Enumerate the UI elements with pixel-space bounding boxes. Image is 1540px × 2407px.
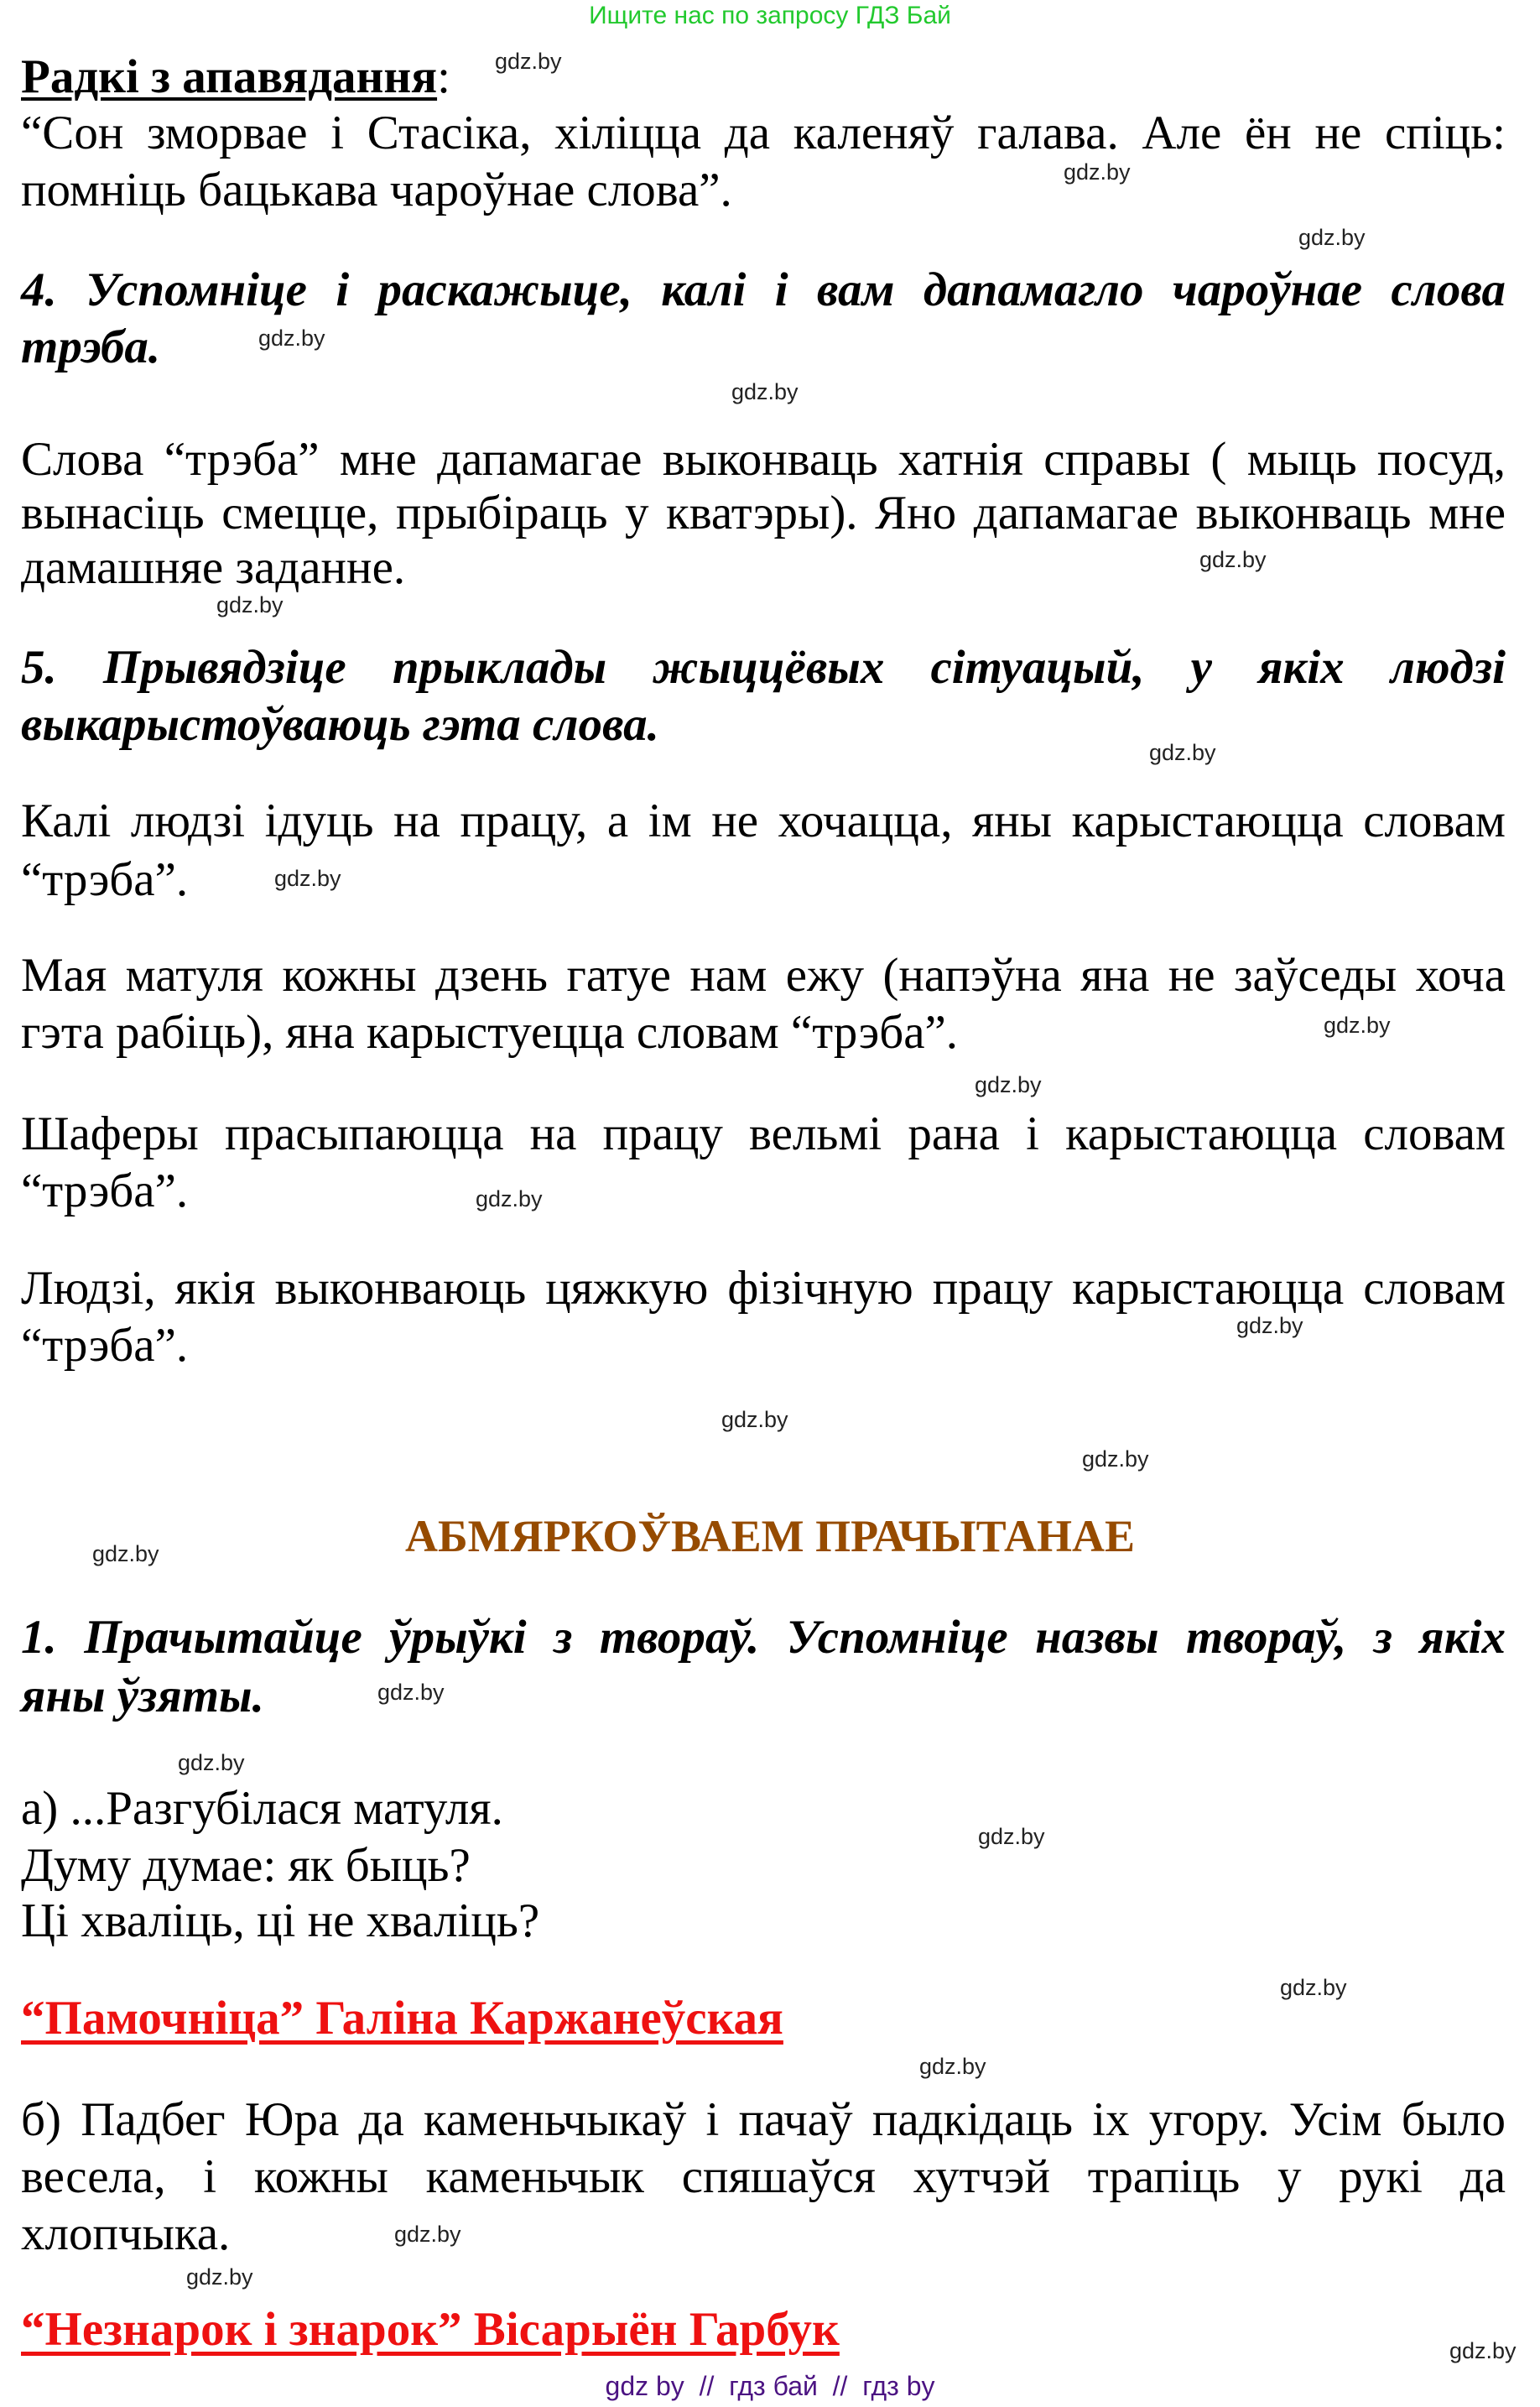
task5-answer-1-line-1: Калі людзі ідуць на працу, а ім не хочацца, яны карыстаюцца словам bbox=[21, 795, 1506, 847]
watermark: gdz.by bbox=[274, 866, 341, 891]
task5-answer-4-line-2: “трэба”. bbox=[21, 1319, 189, 1372]
work-a-title: “Памочніца” Галіна Каржанеўская bbox=[21, 1992, 783, 2045]
task5-answer-3-line-1: Шаферы прасыпаюцца на працу вельмі рана і карыстаюцца словам bbox=[21, 1107, 1506, 1160]
watermark: gdz.by bbox=[919, 2054, 986, 2079]
quote-label: Радкі з апавядання bbox=[21, 50, 438, 103]
watermark: gdz.by bbox=[377, 1680, 445, 1705]
footer-links: gdz by // гдз бай // гдз by bbox=[605, 2371, 935, 2401]
task1-question-1: 1. Прачытайце ўрыўкі з твораў. Успомніце назвы твораў, з якіх bbox=[21, 1611, 1506, 1664]
watermark: gdz.by bbox=[258, 326, 325, 351]
quote-label-suffix: : bbox=[437, 50, 450, 103]
watermark: gdz.by bbox=[1324, 1013, 1391, 1038]
watermark: gdz.by bbox=[975, 1072, 1042, 1097]
watermark: gdz.by bbox=[1199, 547, 1267, 572]
task5-question-1: 5. Прывядзіце прыклады жыццёвых сітуацый, у якіх людзі bbox=[21, 641, 1506, 694]
watermark: gdz.by bbox=[978, 1824, 1045, 1849]
task5-question-2: выкарыстоўваюць гэта слова. bbox=[21, 698, 659, 751]
task4-answer-3: дамашняе заданне. bbox=[21, 541, 406, 594]
excerpt-b-line-1: б) Падбег Юра да каменьчыкаў і пачаў падкідаць іх угору. Усім было bbox=[21, 2093, 1506, 2146]
task5-answer-1-line-2: “трэба”. bbox=[21, 853, 189, 906]
watermark: gdz.by bbox=[186, 2264, 253, 2290]
watermark: gdz.by bbox=[495, 49, 562, 74]
work-b-title-row bbox=[21, 2301, 1506, 2358]
watermark: gdz.by bbox=[731, 379, 799, 404]
section-heading: АБМЯРКОЎВАЕМ ПРАЧЫТАНАЕ bbox=[404, 1511, 1136, 1561]
task5-answer-4-line-1: Людзі, якія выконваюць цяжкую фізічную працу карыстаюцца словам bbox=[21, 1262, 1506, 1315]
watermark: gdz.by bbox=[1449, 2338, 1517, 2363]
quote-label-row bbox=[21, 49, 1506, 106]
task5-answer-2-line-2: гэта рабіць), яна карыстуецца словам “трэба”. bbox=[21, 1006, 959, 1059]
work-b-title: “Незнарок і знарок” Вісарыён Гарбук bbox=[21, 2303, 840, 2356]
quote-line-2: помніць бацькава чароўнае слова”. bbox=[21, 164, 732, 216]
watermark: gdz.by bbox=[1064, 159, 1131, 185]
excerpt-b-line-3: хлопчыка. bbox=[21, 2207, 231, 2260]
watermark: gdz.by bbox=[1298, 225, 1366, 250]
watermark: gdz.by bbox=[1082, 1446, 1149, 1472]
quote-line-1: “Сон зморвае і Стасіка, хіліцца да каленяў галава. Але ён не спіць: bbox=[21, 107, 1506, 159]
watermark: gdz.by bbox=[721, 1407, 788, 1432]
watermark: gdz.by bbox=[476, 1186, 543, 1211]
watermark: gdz.by bbox=[394, 2222, 461, 2247]
watermark: gdz.by bbox=[1236, 1313, 1303, 1338]
search-banner: Ищите нас по запросу ГДЗ Бай bbox=[589, 2, 951, 29]
excerpt-a-line-2: Думу думае: як быць? bbox=[21, 1839, 471, 1892]
task4-question-2: трэба. bbox=[21, 320, 161, 373]
excerpt-a-line-3: Ці хваліць, ці не хваліць? bbox=[21, 1894, 540, 1947]
task4-answer-1: Слова “трэба” мне дапамагае выконваць хатнія справы ( мыць посуд, bbox=[21, 433, 1506, 486]
watermark: gdz.by bbox=[1280, 1975, 1347, 2000]
task5-answer-2-line-1: Мая матуля кожны дзень гатуе нам ежу (напэўна яна не заўседы хоча bbox=[21, 949, 1506, 1002]
watermark: gdz.by bbox=[1149, 740, 1216, 765]
task4-question-1: 4. Успомніце і раскажыце, калі і вам дапамагло чароўнае слова bbox=[21, 263, 1506, 316]
watermark: gdz.by bbox=[178, 1750, 245, 1775]
task5-answer-3-line-2: “трэба”. bbox=[21, 1164, 189, 1217]
task4-answer-2: вынасіць смецце, прыбіраць у кватэры). Яно дапамагае выконваць мне bbox=[21, 487, 1506, 539]
excerpt-a-line-1: а) ...Разгубілася матуля. bbox=[21, 1782, 503, 1835]
watermark: gdz.by bbox=[92, 1541, 159, 1566]
watermark: gdz.by bbox=[216, 592, 284, 617]
excerpt-b-line-2: весела, і кожны каменьчык спяшаўся хутчэй трапіць у рукі да bbox=[21, 2150, 1506, 2203]
task1-question-2: яны ўзяты. bbox=[21, 1670, 264, 1722]
